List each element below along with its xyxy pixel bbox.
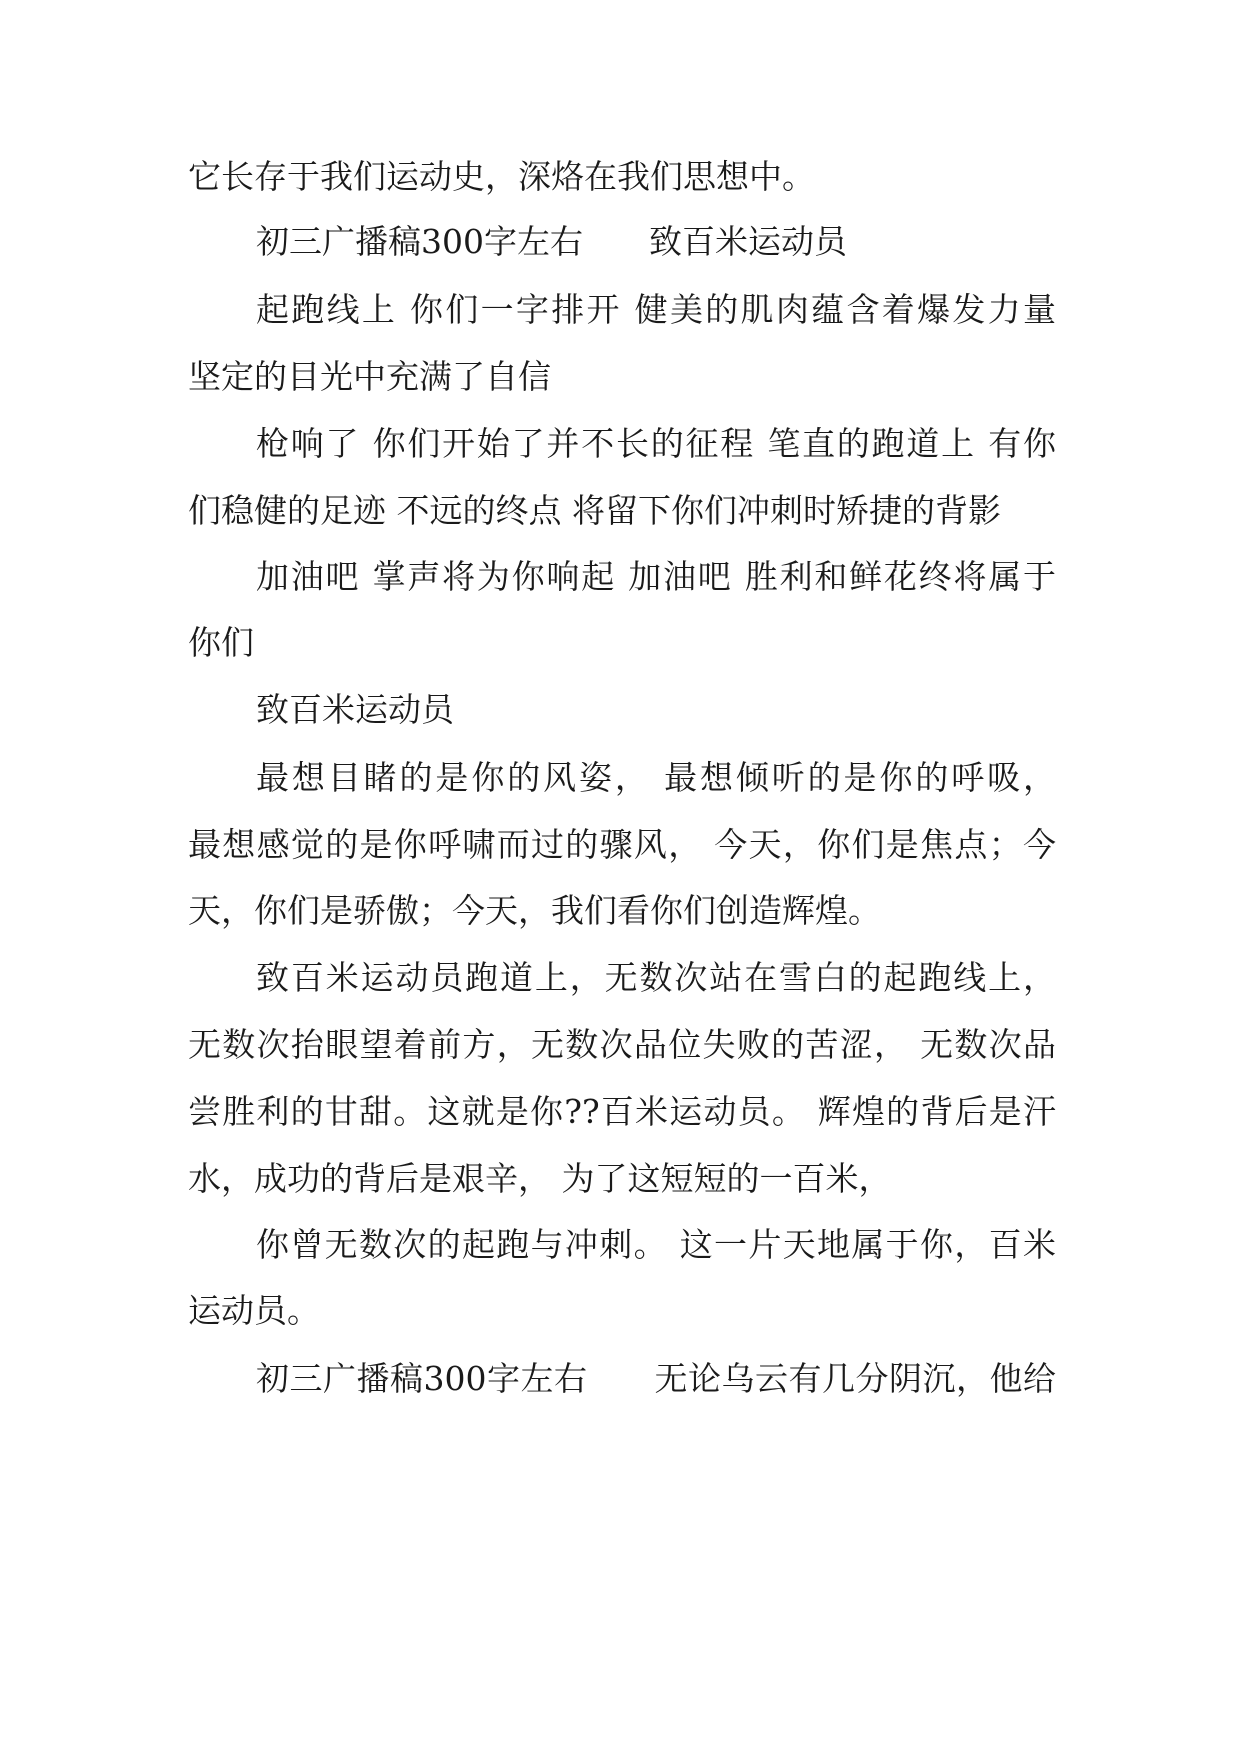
text-line: 水，成功的背后是艰辛， 为了这短短的一百米，: [188, 1159, 892, 1198]
text-line: 加油吧 掌声将为你响起 加油吧 胜利和鲜花终将属于: [256, 557, 1056, 596]
text-line: 运动员。: [188, 1291, 320, 1330]
text-line: 初三广播稿300字左右 无论乌云有几分阴沉，他给: [256, 1359, 1056, 1398]
text-line: 致百米运动员跑道上，无数次站在雪白的起跑线上，: [256, 958, 1056, 997]
text-line: 最想感觉的是你呼啸而过的骤风， 今天，你们是焦点；今: [188, 825, 1056, 864]
text-line: 尝胜利的甘甜。这就是你??百米运动员。 辉煌的背后是汗: [188, 1092, 1056, 1131]
text-line: 们稳健的足迹 不远的终点 将留下你们冲刺时矫捷的背影: [188, 491, 1001, 530]
text-line: 它长存于我们运动史，深烙在我们思想中。: [188, 157, 815, 196]
text-line: 最想目睹的是你的风姿， 最想倾听的是你的呼吸，: [256, 758, 1056, 797]
section-heading: 致百米运动员: [256, 690, 454, 729]
text-line: 你曾无数次的起跑与冲刺。 这一片天地属于你，百米: [256, 1225, 1056, 1264]
text-line: 你们: [188, 623, 254, 662]
text-line: 坚定的目光中充满了自信: [188, 357, 551, 396]
text-line: 枪响了 你们开始了并不长的征程 笔直的跑道上 有你: [256, 424, 1056, 463]
text-line: 天，你们是骄傲；今天，我们看你们创造辉煌。: [188, 891, 881, 930]
text-line: 起跑线上 你们一字排开 健美的肌肉蕴含着爆发力量: [256, 290, 1056, 329]
section-heading: 初三广播稿300字左右 致百米运动员: [256, 222, 847, 261]
text-line: 无数次抬眼望着前方，无数次品位失败的苦涩， 无数次品: [188, 1025, 1056, 1064]
